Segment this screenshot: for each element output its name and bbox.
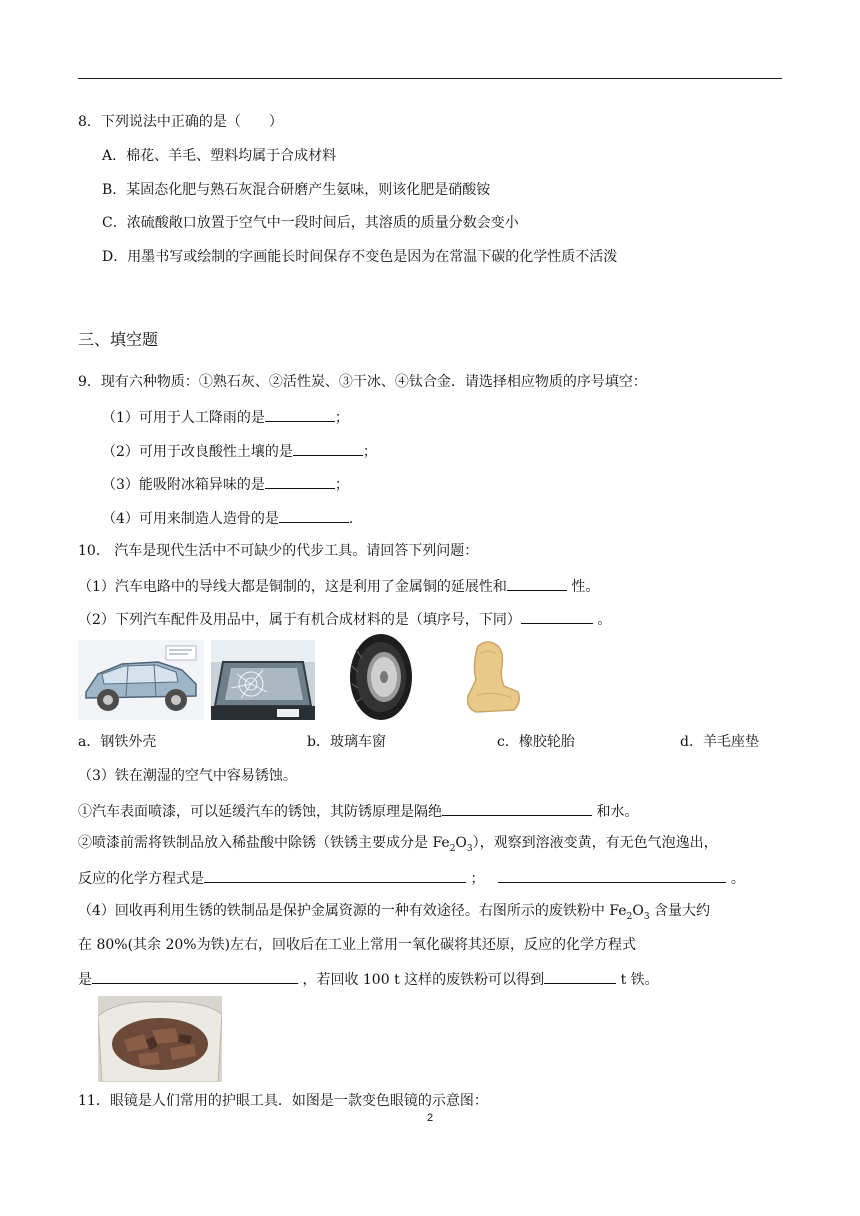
steel-car-body-image xyxy=(78,640,204,720)
q8-stem: 8．下列说法中正确的是（ ） xyxy=(78,114,283,130)
q10-part-3-2: ②喷漆前需将铁制品放入稀盐酸中除锈（铁锈主要成分是 $Fe_2O_3$），观察到溶液变黄，有无色气泡逸出， xyxy=(78,835,718,854)
q11-stem: 11．眼镜是人们常用的护眼工具．如图是一款变色眼镜的示意图： xyxy=(78,1093,488,1109)
q10-part-3: （3）铁在潮湿的空气中容易锈蚀。 xyxy=(78,768,297,784)
answer-blank[interactable] xyxy=(204,867,466,883)
waste-iron-powder-image xyxy=(98,996,222,1082)
option-d-label: d．羊毛座垫 xyxy=(680,734,759,750)
q10-part-4: （4）回收再利用生锈的铁制品是保护金属资源的一种有效途径。右图所示的废铁粉中 $Fe_2O_3$ 含量大约 xyxy=(78,903,710,922)
header-rule xyxy=(78,78,782,79)
q9-part-1: （1）可用于人工降雨的是 ； xyxy=(102,406,349,428)
q8-option-a: A．棉花、羊毛、塑料均属于合成材料 xyxy=(102,148,337,164)
q9-part-2: （2）可用于改良酸性土壤的是 ； xyxy=(102,440,377,462)
q9-part-4: （4）可用来制造人造骨的是 . xyxy=(102,507,353,529)
answer-blank[interactable] xyxy=(293,440,363,456)
q10-part-1: （1）汽车电路中的导线大都是铜制的，这是利用了金属铜的延展性和 性。 xyxy=(78,575,599,597)
q9-part-3: （3）能吸附冰箱异味的是 ； xyxy=(102,473,349,495)
q10-part-3-1: ①汽车表面喷漆，可以延缓汽车的锈蚀，其防锈原理是隔绝 和水。 xyxy=(78,800,638,822)
q10-part-4-answer-line: 是 ，若回收 100 t 这样的废铁粉可以得到 t 铁。 xyxy=(78,968,659,990)
answer-blank[interactable] xyxy=(442,800,592,816)
page-number: 2 xyxy=(426,1112,434,1124)
answer-blank[interactable] xyxy=(92,968,298,984)
rubber-tire-image xyxy=(348,632,414,722)
wool-seat-cushion-image xyxy=(458,636,524,720)
answer-blank[interactable] xyxy=(265,473,335,489)
q10-stem: 10． 汽车是现代生活中不可缺少的代步工具。请回答下列问题： xyxy=(78,543,479,559)
q10-part-4-cont: 在 80%(其余 20%为铁)左右，回收后在工业上常用一氧化碳将其还原，反应的化学方程式 xyxy=(78,937,637,953)
section-title: 三、填空题 xyxy=(78,330,159,349)
answer-blank[interactable] xyxy=(279,507,349,523)
answer-blank[interactable] xyxy=(521,608,593,624)
q8-option-c: C．浓硫酸敞口放置于空气中一段时间后，其溶质的质量分数会变小 xyxy=(102,215,519,231)
q10-part-2: （2）下列汽车配件及用品中，属于有机合成材料的是（填序号，下同） 。 xyxy=(78,608,611,630)
q8-option-d: D．用墨书写或绘制的字画能长时间保存不变色是因为在常温下碳的化学性质不活泼 xyxy=(102,249,618,265)
q8-option-b: B．某固态化肥与熟石灰混合研磨产生氨味，则该化肥是硝酸铵 xyxy=(102,182,491,198)
option-a-label: a．钢铁外壳 xyxy=(78,734,157,750)
answer-blank[interactable] xyxy=(544,968,616,984)
q9-stem: 9．现有六种物质：①熟石灰、②活性炭、③干冰、④钛合金．请选择相应物质的序号填空： xyxy=(78,374,647,390)
answer-blank[interactable] xyxy=(498,867,726,883)
answer-blank[interactable] xyxy=(507,575,567,591)
glass-car-window-image xyxy=(211,640,315,720)
option-c-label: c．橡胶轮胎 xyxy=(497,734,575,750)
q10-equation-line: 反应的化学方程式是 ； 。 xyxy=(78,867,745,889)
answer-blank[interactable] xyxy=(265,406,335,422)
option-b-label: b．玻璃车窗 xyxy=(307,734,386,750)
